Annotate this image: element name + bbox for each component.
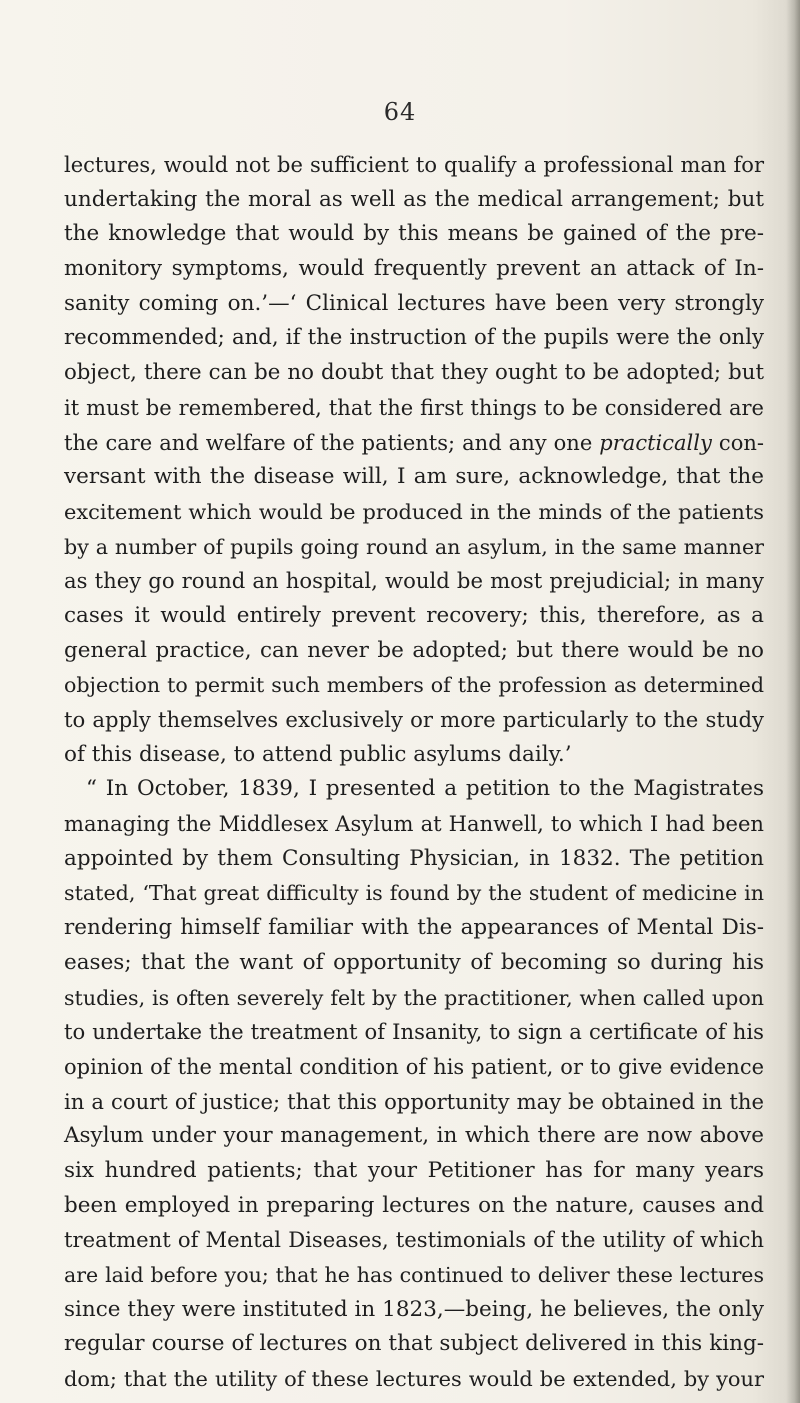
text-line: cases it would entirely prevent recovery; this, therefore, as a <box>64 602 764 628</box>
text-line: general practice, can never be adopted; but there would be no <box>64 637 764 663</box>
text-line: undertaking the moral as well as the medical arrangement; but <box>64 186 764 212</box>
text-line: been employed in preparing lectures on the nature, causes and <box>64 1192 764 1218</box>
text-line: treatment of Mental Diseases, testimonials of the utility of which <box>64 1227 764 1253</box>
page-edge-shadow <box>786 0 800 1403</box>
text-line: regular course of lectures on that subject delivered in this king- <box>64 1331 764 1357</box>
text-line: six hundred patients; that your Petitioner has for many years <box>64 1157 764 1183</box>
text-line: are laid before you; that he has continued to deliver these lectures <box>64 1263 764 1287</box>
text-line: recommended; and, if the instruction of the pupils were the only <box>64 325 764 351</box>
text-line: the care and welfare of the patients; and any one practically con- <box>64 429 764 455</box>
body-text <box>64 148 764 1397</box>
text-line: opinion of the mental condition of his patient, or to give evidence <box>64 1054 764 1079</box>
text-line: dom; that the utility of these lectures would be extended, by your <box>64 1367 764 1392</box>
text-line: appointed by them Consulting Physician, in 1832. The petition <box>64 845 764 871</box>
text-line: to apply themselves exclusively or more particularly to the study <box>64 707 764 732</box>
text-line: “ In October, 1839, I presented a petition to the Magistrates <box>86 776 764 802</box>
text-line: objection to permit such members of the profession as determined <box>64 673 764 698</box>
text-line: lectures, would not be sufficient to qualify a professional man for <box>64 152 764 177</box>
text-line: to undertake the treatment of Insanity, to sign a certificate of his <box>64 1019 764 1045</box>
page-number: 64 <box>383 98 417 126</box>
text-line: as they go round an hospital, would be most prejudicial; in many <box>64 568 764 594</box>
text-line: eases; that the want of opportunity of becoming so during his <box>64 949 764 975</box>
text-line: rendering himself familiar with the appearances of Mental Dis- <box>64 915 764 941</box>
text-line: stated, ‘That great difficulty is found by the student of medicine in <box>64 881 764 906</box>
text-line: studies, is often severely felt by the practitioner, when called upon <box>64 985 764 1010</box>
text-line: excitement which would be produced in the minds of the patients <box>64 499 764 524</box>
text-line: object, there can be no doubt that they ought to be adopted; but <box>64 360 764 386</box>
text-line: the knowledge that would by this means be gained of the pre- <box>64 221 764 247</box>
text-line: by a number of pupils going round an asylum, in the same manner <box>64 534 764 559</box>
text-line: Asylum under your management, in which there are now above <box>64 1123 764 1149</box>
text-line: it must be remembered, that the first things to be considered are <box>64 395 764 420</box>
text-line: sanity coming on.’—‘ Clinical lectures have been very strongly <box>64 290 764 316</box>
text-line: monitory symptoms, would frequently prevent an attack of In- <box>64 256 764 282</box>
text-line: versant with the disease will, I am sure, acknowledge, that the <box>64 464 764 490</box>
emphasized-word: practically <box>599 429 712 455</box>
text-line: of this disease, to attend public asylums daily.’ <box>64 741 572 767</box>
text-line: managing the Middlesex Asylum at Hanwell, to which I had been <box>64 811 764 837</box>
text-line: since they were instituted in 1823,—being, he believes, the only <box>64 1296 764 1322</box>
text-line: in a court of justice; that this opportunity may be obtained in the <box>64 1088 764 1114</box>
